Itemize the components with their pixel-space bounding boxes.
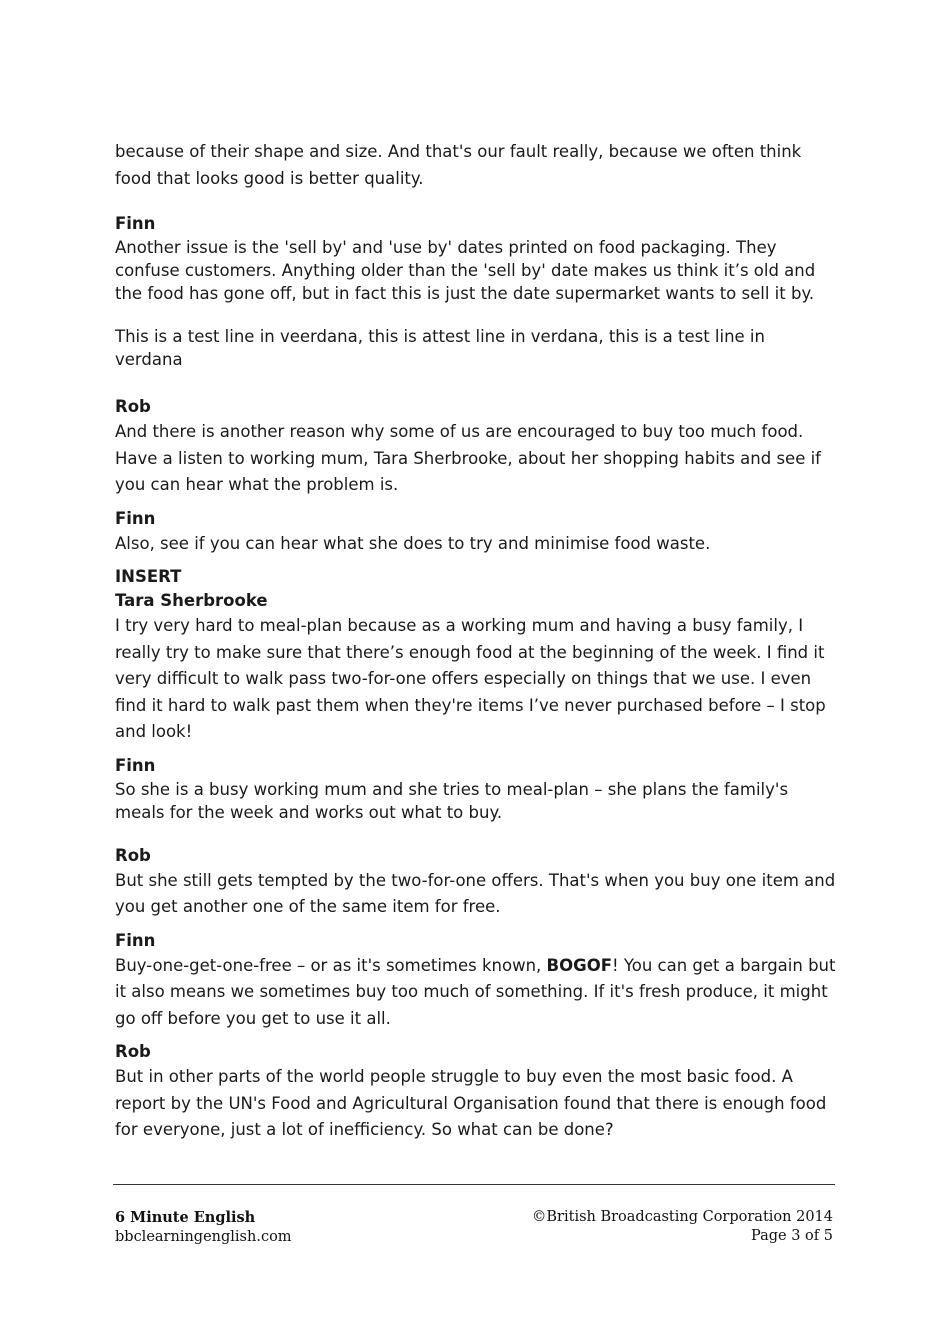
paragraph-1: Another issue is the 'sell by' and 'use by' dates printed on food packaging. They confuse customers. Anything older than the 'sell by' date makes us think it’s old and the food has gone off, but in fact this is just the date supermarket wants to sell it by.	[115, 238, 816, 303]
insert-label: INSERT	[115, 567, 182, 586]
series-title: 6 Minute English	[115, 1209, 256, 1226]
paragraph-5: So she is a busy working mum and she tries to meal-plan – she plans the family's meals for the week and works out what to buy.	[115, 779, 789, 822]
footer-right	[532, 1208, 833, 1246]
speaker-rob: Rob	[115, 397, 151, 416]
bogof-term: BOGOF	[546, 955, 612, 975]
paragraph-3: Also, see if you can hear what she does to try and minimise food waste.	[115, 533, 711, 553]
footer-left	[115, 1208, 292, 1247]
speaker-finn: Finn	[115, 214, 156, 233]
speaker-finn: Finn	[115, 508, 156, 528]
paragraph-6: But she still gets tempted by the two-for-one offers. That's when you buy one item and you get another one of the same item for free.	[115, 870, 836, 916]
transcript-body	[115, 139, 837, 1144]
copyright-notice: ©British Broadcasting Corporation 2014	[531, 1209, 833, 1225]
paragraph-7-start: Buy-one-get-one-free – or as it's sometimes known,	[115, 955, 547, 975]
footer-divider	[113, 1184, 835, 1185]
speaker-tara-sherbrooke: Tara Sherbrooke	[115, 591, 268, 610]
speaker-finn: Finn	[115, 930, 156, 950]
paragraph-2: And there is another reason why some of us are encouraged to buy too much food. Have a listen to working mum, Tara Sherbrooke, about her shopping habits and see if you can hear what the problem is.	[115, 422, 821, 494]
paragraph-0: because of their shape and size. And that's our fault really, because we often think food that looks good is better quality.	[115, 142, 802, 188]
paragraph-8: But in other parts of the world people struggle to buy even the most basic food. A report by the UN's Food and Agricultural Organisation found that there is enough food for everyone, just a lot of inefficiency. So what can be done?	[115, 1067, 827, 1139]
speaker-finn: Finn	[115, 755, 156, 775]
speaker-rob: Rob	[115, 1042, 151, 1061]
paragraph-7	[115, 953, 837, 1033]
paragraph-7-end: ! You can get a bargain but it also means we sometimes buy too much of something. If it's fresh produce, it might go off before you get to use it all.	[115, 955, 836, 1028]
speaker-rob: Rob	[115, 845, 151, 865]
site-link[interactable]: bbclearningenglish.com	[115, 1229, 292, 1245]
test-line: This is a test line in veerdana, this is attest line in verdana, this is a test line in verdana	[115, 327, 765, 369]
page-number: Page 3 of 5	[751, 1228, 833, 1244]
paragraph-4: I try very hard to meal-plan because as a working mum and having a busy family, I really try to make sure that there’s enough food at the beginning of the week. I find it very difficult to walk pass two-for-one offers especially on things that we use. I even find it hard to walk past them when they're items I’ve never purchased before – I stop and look!	[115, 616, 826, 741]
